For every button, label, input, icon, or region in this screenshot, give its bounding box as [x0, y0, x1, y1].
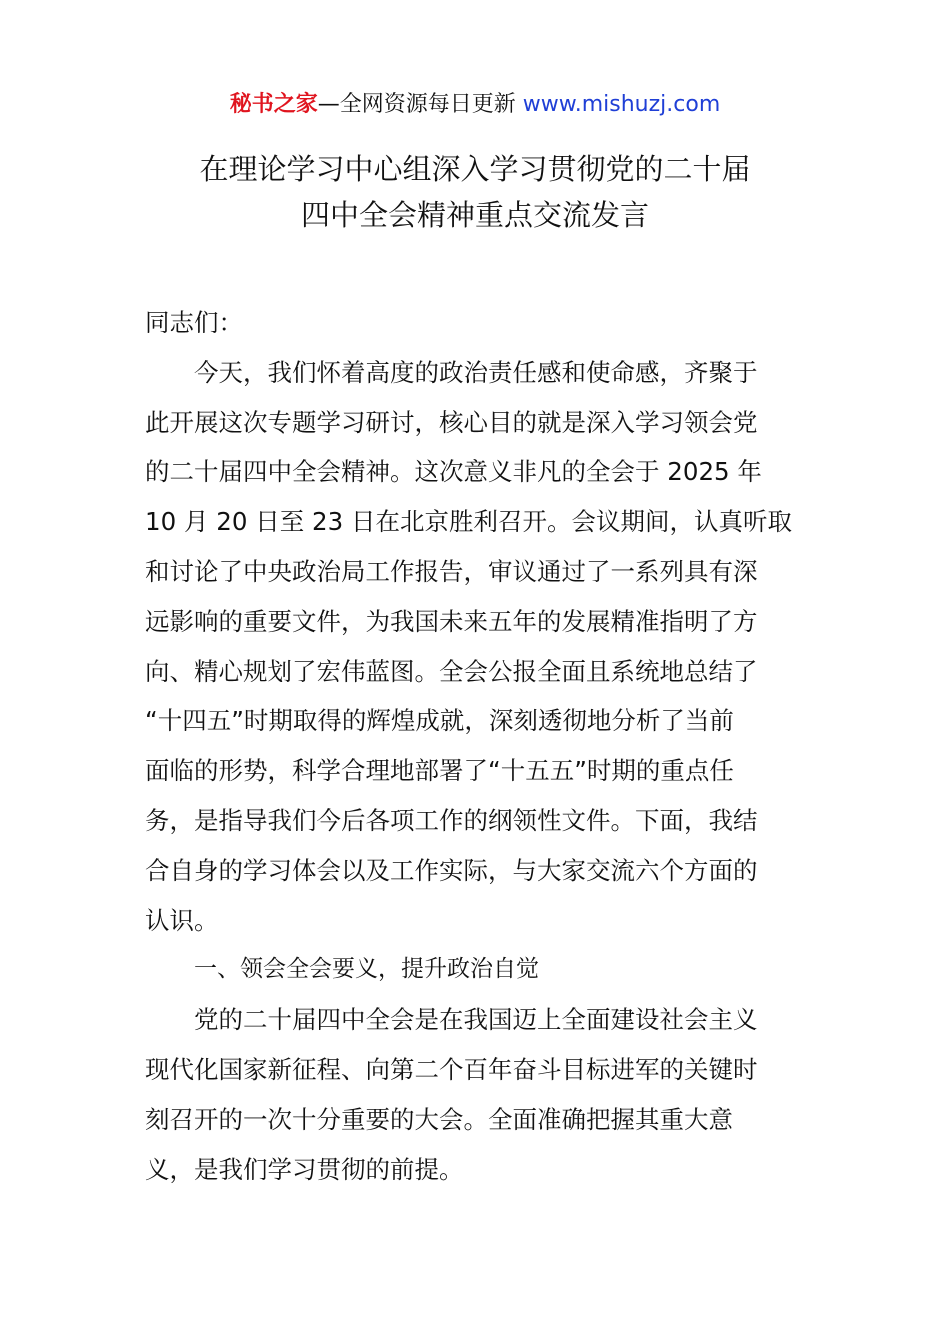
- paragraph-line: 现代化国家新征程、向第二个百年奋斗目标进军的关键时: [145, 1054, 758, 1084]
- title-line-2: 四中全会精神重点交流发言: [300, 198, 649, 232]
- paragraph-line: 刻召开的一次十分重要的大会。全面准确把握其重大意: [145, 1104, 733, 1134]
- paragraph-line: 务，是指导我们今后各项工作的纲领性文件。下面，我结: [145, 805, 758, 835]
- paragraph-line: 合自身的学习体会以及工作实际，与大家交流六个方面的: [145, 855, 758, 885]
- paragraph-line: 今天，我们怀着高度的政治责任感和使命感，齐聚于: [194, 357, 758, 387]
- site-url-link[interactable]: www.mishuzj.com: [522, 92, 721, 117]
- site-header: [0, 88, 950, 122]
- paragraph-line: 党的二十届四中全会是在我国迈上全面建设社会主义: [194, 1005, 758, 1035]
- paragraph-line: 义，是我们学习贯彻的前提。: [145, 1154, 464, 1184]
- paragraph-line: 的二十届四中全会精神。这次意义非凡的全会于 2025 年: [145, 457, 762, 487]
- paragraph-line: 和讨论了中央政治局工作报告，审议通过了一系列具有深: [145, 556, 758, 586]
- document-body: [145, 298, 810, 1194]
- header-tagline: —全网资源每日更新: [317, 92, 523, 117]
- paragraph-line: 远影响的重要文件，为我国未来五年的发展精准指明了方: [145, 606, 758, 636]
- brand-name: 秘书之家: [229, 92, 318, 117]
- document-title: [0, 146, 950, 238]
- paragraph-line: “十四五”时期取得的辉煌成就，深刻透彻地分析了当前: [145, 706, 734, 736]
- section-heading: 一、领会全会要义，提升政治自觉: [194, 956, 539, 983]
- paragraph-line: 向、精心规划了宏伟蓝图。全会公报全面且系统地总结了: [145, 656, 758, 686]
- paragraph-line: 认识。: [145, 905, 219, 935]
- paragraph-line: 10 月 20 日至 23 日在北京胜利召开。会议期间，认真听取: [145, 507, 792, 537]
- salutation: 同志们：: [145, 308, 243, 337]
- title-line-1: 在理论学习中心组深入学习贯彻党的二十届: [199, 152, 751, 186]
- paragraph-line: 此开展这次专题学习研讨，核心目的就是深入学习领会党: [145, 407, 758, 437]
- paragraph-line: 面临的形势，科学合理地部署了“十五五”时期的重点任: [145, 756, 734, 786]
